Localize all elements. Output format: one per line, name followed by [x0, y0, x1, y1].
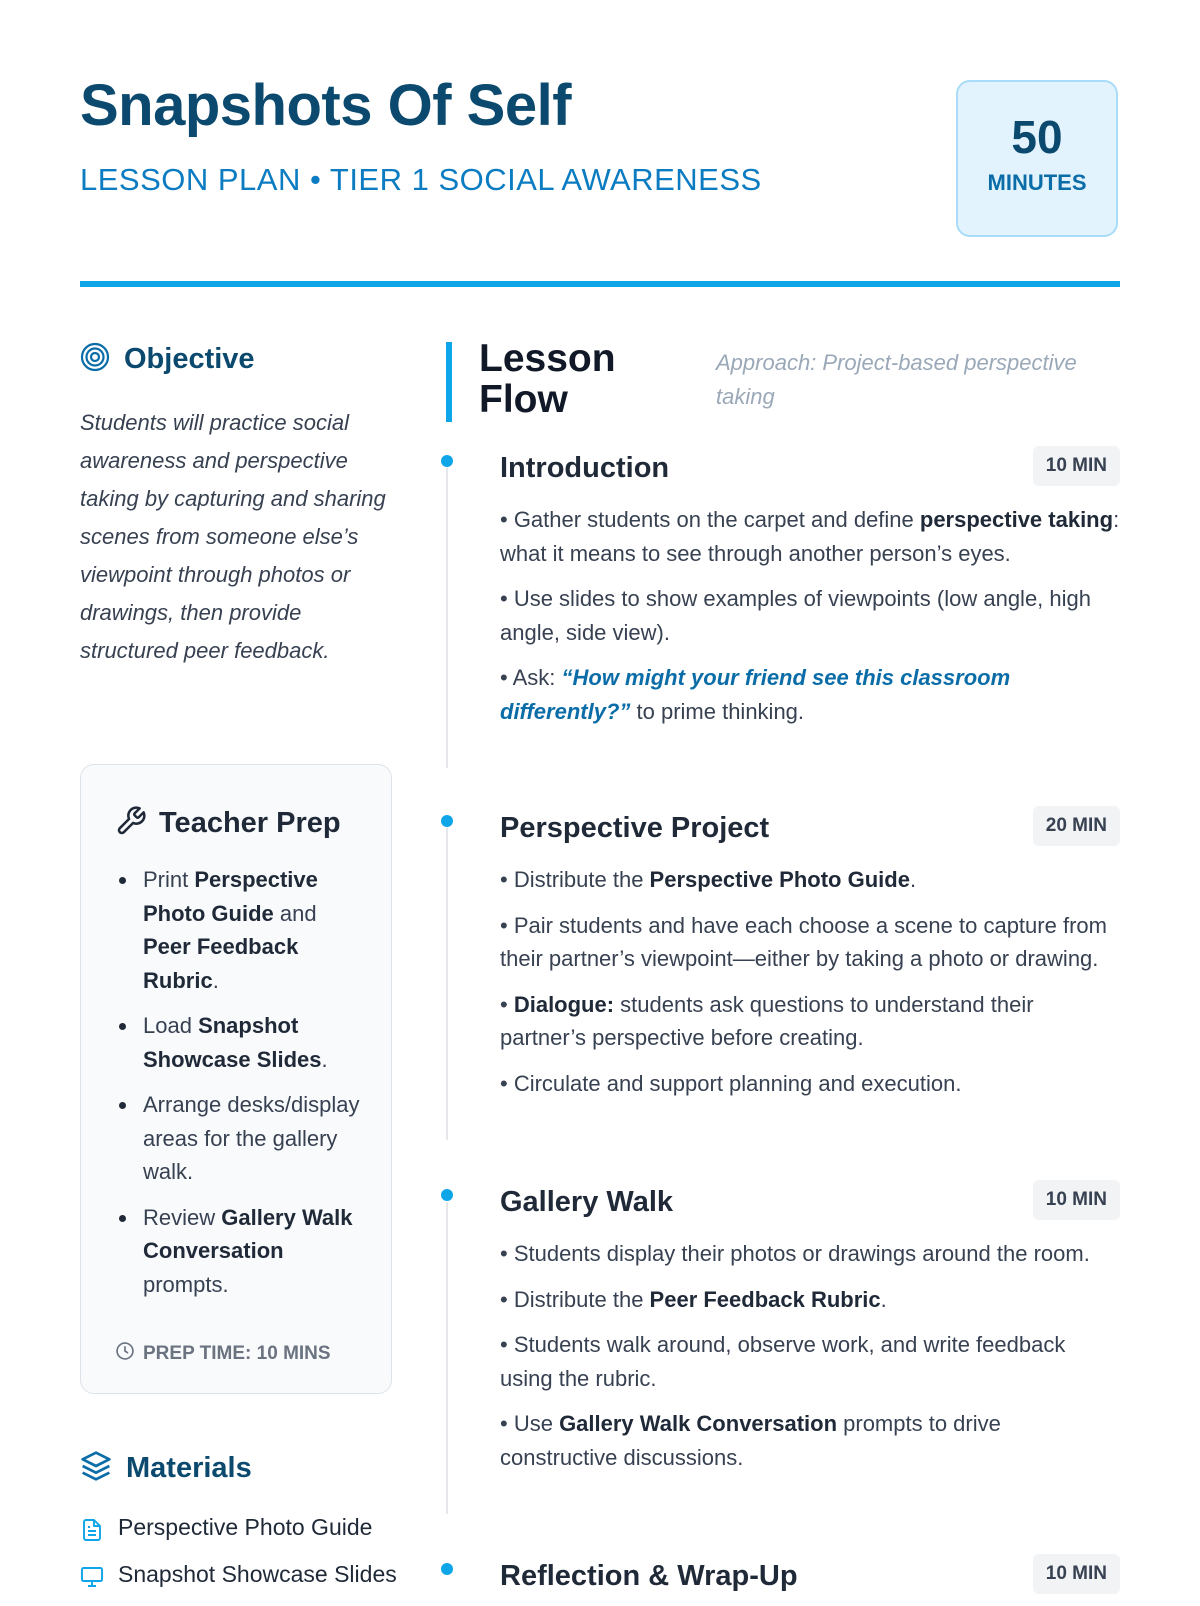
material-label: Perspective Photo Guide	[118, 1514, 373, 1540]
list-item: • Pair students and have each choose a scene to capture from their partner’s viewpoint—either by taking a photo or drawing.	[500, 912, 1107, 971]
timeline-dot	[441, 1563, 453, 1575]
presentation-icon	[80, 1559, 104, 1596]
page-title: Snapshots Of Self	[80, 73, 572, 138]
prep-time	[115, 1341, 331, 1367]
layers-icon	[80, 1450, 112, 1487]
list-item	[80, 1559, 400, 1596]
page-subtitle: LESSON PLAN • TIER 1 SOCIAL AWARENESS	[80, 162, 762, 197]
list-item: Review Gallery Walk Conversation prompts.	[117, 1201, 367, 1302]
lesson-step-reflection	[500, 1560, 1120, 1593]
discussion-question: “How might your friend see this classroom differently?”	[500, 665, 1011, 724]
target-icon	[80, 342, 110, 377]
step-points	[500, 863, 1120, 1100]
list-item: • Gather students on the carpet and define perspective taking: what it means to see through another person’s eyes.	[500, 507, 1120, 566]
duration-unit: MINUTES	[987, 170, 1087, 195]
prep-time-label: PREP TIME: 10 MINS	[143, 1343, 331, 1364]
lesson-flow-approach: Approach: Project-based perspective taking	[716, 350, 1077, 409]
step-duration-badge: 10 MIN	[1033, 1554, 1120, 1594]
list-item: • Use Gallery Walk Conversation prompts to drive constructive discussions.	[500, 1411, 1001, 1470]
timeline-line	[446, 828, 448, 1140]
step-duration-badge: 10 MIN	[1033, 446, 1120, 486]
duration-value: 50	[1011, 111, 1063, 163]
step-title: Gallery Walk	[500, 1186, 674, 1218]
material-label: Snapshot Showcase Slides	[118, 1561, 397, 1587]
timeline-line	[446, 468, 448, 768]
lesson-step-perspective-project	[500, 812, 1120, 1112]
list-item: • Use slides to show examples of viewpoints (low angle, high angle, side view).	[500, 586, 1091, 645]
materials-heading	[80, 1450, 252, 1487]
document-icon	[80, 1512, 104, 1549]
step-duration-badge: 10 MIN	[1033, 1180, 1120, 1220]
objective-heading	[80, 342, 255, 377]
list-item: • Students display their photos or drawings around the room.	[500, 1241, 1090, 1266]
list-item: • Students walk around, observe work, and write feedback using the rubric.	[500, 1332, 1066, 1391]
list-item: • Circulate and support planning and execution.	[500, 1070, 962, 1096]
timeline-dot	[441, 455, 453, 467]
step-points	[500, 503, 1120, 728]
lesson-step-introduction	[500, 452, 1120, 740]
teacher-prep-card	[80, 764, 392, 1394]
list-item: Arrange desks/display areas for the gallery walk.	[117, 1088, 367, 1189]
teacher-prep-list	[117, 863, 367, 1313]
list-item	[80, 1512, 400, 1549]
list-item: • Ask: “How might your friend see this classroom differently?” to prime thinking.	[500, 665, 1011, 724]
materials-list	[80, 1512, 400, 1606]
timeline-line	[446, 1202, 448, 1514]
lesson-step-gallery-walk	[500, 1186, 1120, 1486]
list-item: • Distribute the Peer Feedback Rubric.	[500, 1286, 887, 1312]
list-item: • Dialogue: students ask questions to understand their partner’s perspective before creating.	[500, 991, 1034, 1050]
timeline-dot	[441, 1189, 453, 1201]
step-points	[500, 1237, 1120, 1474]
list-item: Load Snapshot Showcase Slides.	[117, 1009, 367, 1076]
step-duration-badge: 20 MIN	[1033, 806, 1120, 846]
wrench-icon	[115, 805, 147, 842]
list-item: • Distribute the Perspective Photo Guide.	[500, 867, 917, 892]
list-item: Print Perspective Photo Guide and Peer Feedback Rubric.	[117, 863, 367, 997]
objective-text: Students will practice social awareness and perspective taking by capturing and sharing scenes from someone else’s viewpoint through photos or drawings, then provide structured peer feedback.	[80, 410, 386, 663]
header-divider	[80, 281, 1120, 287]
duration-badge	[956, 80, 1118, 237]
teacher-prep-heading-label: Teacher Prep	[159, 807, 341, 839]
step-title: Perspective Project	[500, 812, 770, 844]
step-title: Reflection & Wrap-Up	[500, 1560, 798, 1592]
objective-heading-label: Objective	[124, 343, 255, 375]
timeline-dot	[441, 815, 453, 827]
teacher-prep-heading	[115, 805, 341, 842]
step-title: Introduction	[500, 452, 670, 484]
materials-heading-label: Materials	[126, 1452, 252, 1484]
lesson-flow-accent-bar	[446, 342, 452, 422]
clock-icon	[115, 1341, 135, 1367]
lesson-flow-heading: Lesson Flow	[479, 337, 616, 421]
